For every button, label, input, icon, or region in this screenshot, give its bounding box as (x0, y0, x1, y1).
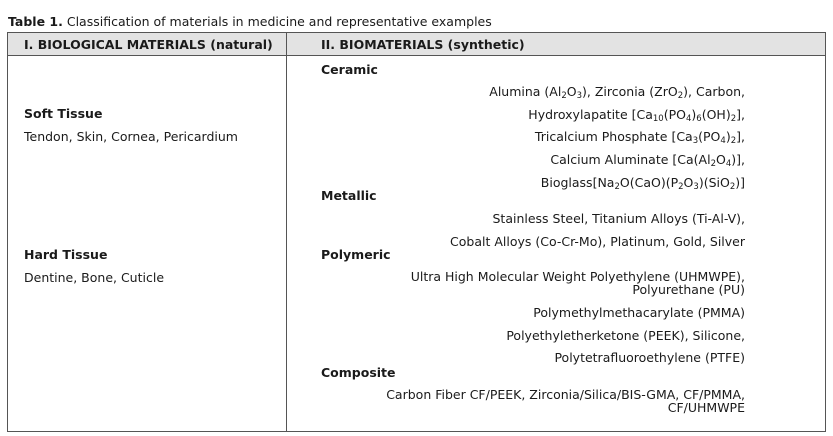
hard-tissue-title: Hard Tissue (24, 247, 108, 262)
composite-line-2: CF/UHMWPE (667, 400, 745, 415)
polymeric-line-2: Polyurethane (PU) (632, 282, 745, 297)
polymeric-title: Polymeric (321, 247, 391, 262)
header-biological: I. BIOLOGICAL MATERIALS (natural) (24, 37, 273, 52)
polymeric-line-3: Polymethylmethacarylate (PMMA) (533, 305, 745, 320)
ceramic-formula-line-2: Hydroxylapatite $[Ca_{10}(PO_4)_6(OH)_2]$, (528, 107, 745, 124)
ceramic-title: Ceramic (321, 62, 378, 77)
table-caption (8, 14, 492, 29)
header-biomaterials: II. BIOMATERIALS (synthetic) (321, 37, 525, 52)
hard-tissue-examples: Dentine, Bone, Cuticle (24, 270, 165, 285)
ceramic-formula-line-1: Alumina $(Al_2O_3)$, Zirconia (ZrO$_2$), Carbon, (489, 84, 745, 101)
caption-label: Table 1. (8, 14, 63, 29)
ceramic-formula-line-5: $Bioglass[Na_2O(CaO)(P_2O_3)(SiO_2)]$ (540, 175, 745, 192)
composite-title: Composite (321, 365, 396, 380)
metallic-line-2: Cobalt Alloys (Co-Cr-Mo), Platinum, Gold, Silver (450, 234, 745, 249)
ceramic-formula-line-3: Tricalcium Phosphate $[Ca_3(PO_4)_2]$, (534, 129, 745, 146)
metallic-line-1: Stainless Steel, Titanium Alloys (Ti-Al-V), (492, 211, 745, 226)
soft-tissue-examples: Tendon, Skin, Cornea, Pericardium (24, 129, 238, 144)
caption-text: Classification of materials in medicine and representative examples (66, 14, 492, 29)
polymeric-line-4: Polyethyletherketone (PEEK), Silicone, (506, 328, 745, 343)
classification-table (7, 32, 826, 432)
column-divider (286, 33, 287, 431)
composite-line-1: Carbon Fiber CF/PEEK, Zirconia/Silica/BIS-GMA, CF/PMMA, (386, 387, 745, 402)
polymeric-line-1: Ultra High Molecular Weight Polyethylene (UHMWPE), (410, 269, 745, 284)
polymeric-line-5: Polytetrafluoroethylene (PTFE) (554, 350, 745, 365)
ceramic-formula-line-4: Calcium Aluminate $[Ca(Al_2O_4)]$, (550, 152, 745, 169)
table-header (8, 33, 825, 56)
metallic-title: Metallic (321, 188, 377, 203)
soft-tissue-title: Soft Tissue (24, 106, 103, 121)
